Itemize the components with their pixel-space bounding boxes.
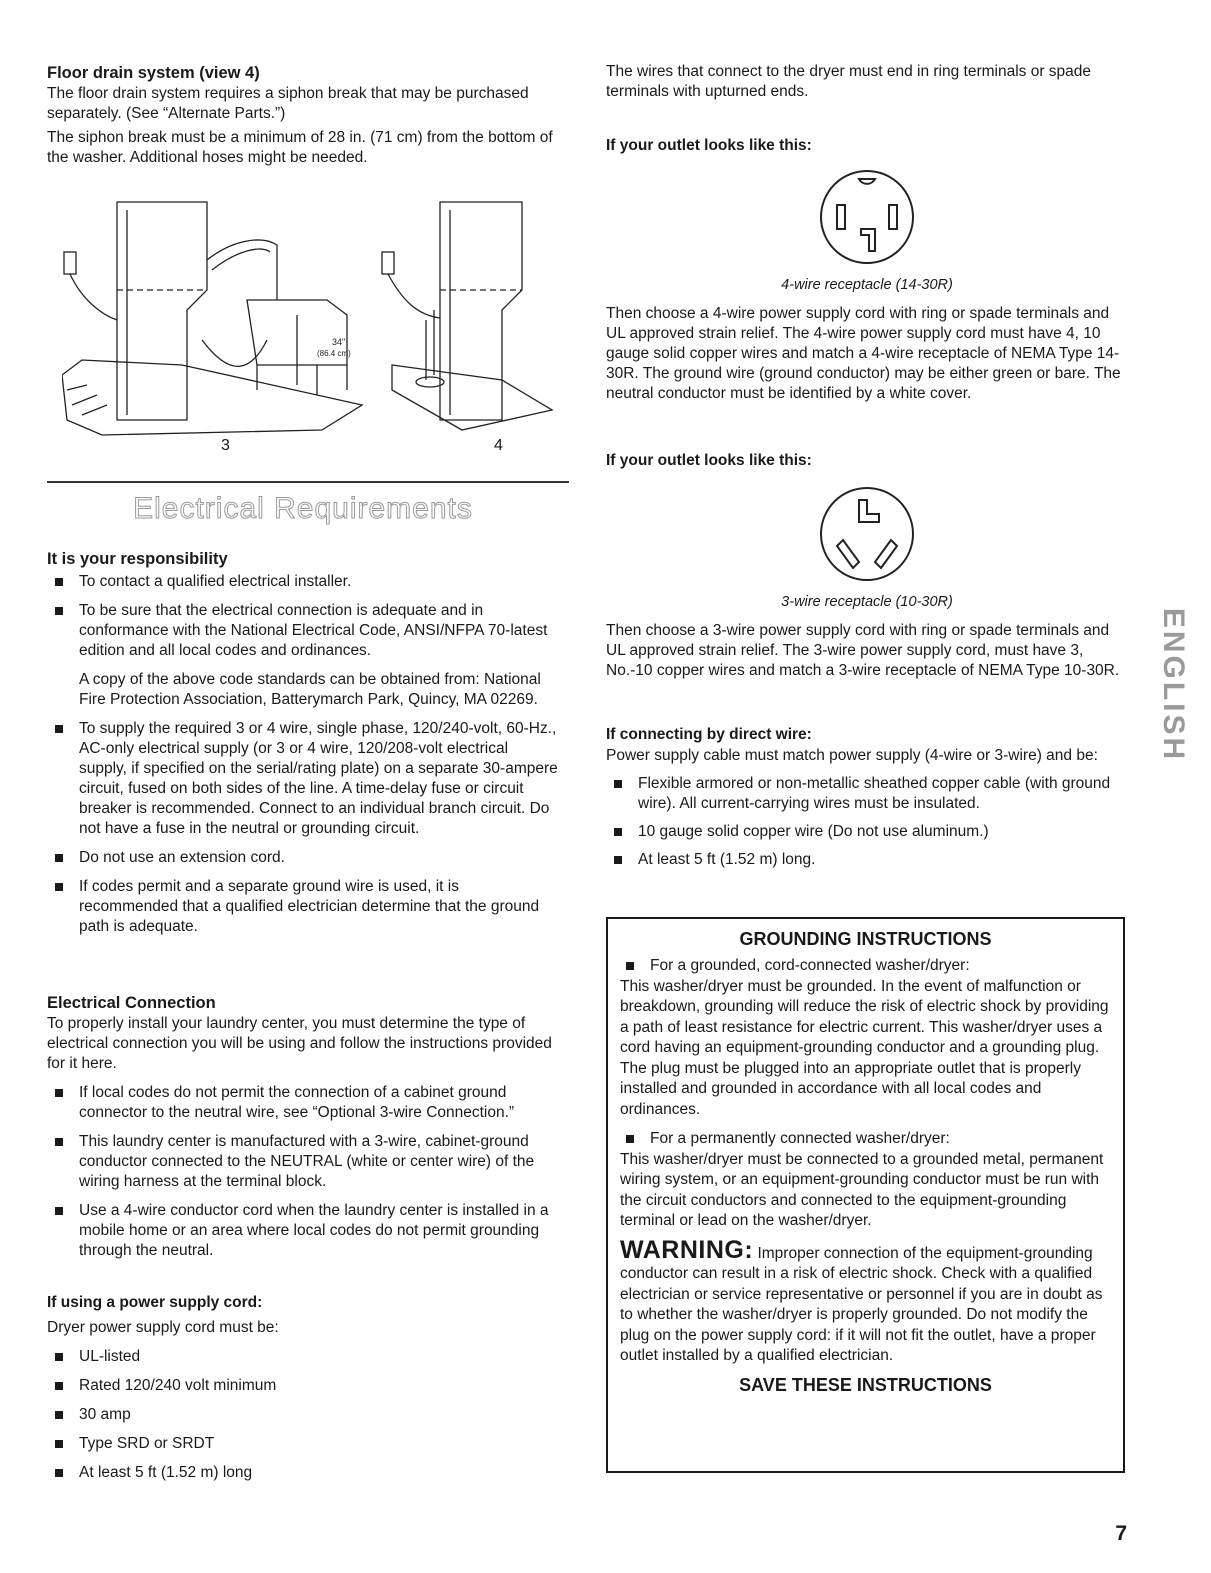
direct-wire-p1: Power supply cable must match power supply (4-wire or 3-wire) and be: (606, 747, 1098, 764)
wires-intro (606, 62, 1128, 102)
figure-label-4: 4 (494, 437, 503, 454)
dim-cm: (86.4 cm) (317, 349, 351, 358)
page-number: 7 (1115, 1522, 1127, 1545)
electrical-connection-p1: To properly install your laundry center, you must determine the type of electrical connection you will be using and follow the instructions provided for it here. (47, 1015, 552, 1072)
section-divider (47, 481, 569, 483)
power-cord-p1: Dryer power supply cord must be: (47, 1319, 279, 1336)
direct-wire-heading: If connecting by direct wire: (606, 726, 812, 743)
warning-word: WARNING: (620, 1235, 754, 1264)
list-item: To be sure that the electrical connection is adequate and in conformance with the National Electrical Code, ANSI/NFPA 70-latest edition and all local codes and ordinances. (47, 601, 559, 661)
list-item: 10 gauge solid copper wire (Do not use aluminum.) (606, 822, 1128, 842)
outlet-3wire-text: Then choose a 3-wire power supply cord with ring or spade terminals and UL approved strain relief. The 3-wire power supply cord, must have 3, No.-10 copper wires and match a 3-wire receptacle of NEMA Type 10-30R. (606, 622, 1120, 679)
power-cord-section (47, 1292, 559, 1483)
laundry-drain-illustration (62, 190, 562, 460)
list-item: To supply the required 3 or 4 wire, single phase, 120/240-volt, 60-Hz., AC-only electrical supply (or 3 or 4 wire, 120/208-volt electrical supply, if specified on the serial/rating plate) on a separate 30-ampere circuit, fused on both sides of the line. A time-delay fuse or circuit breaker is recommended. Connect to an individual branch circuit. Do not have a fuse in the neutral or grounding circuit. (47, 719, 559, 839)
list-item: If local codes do not permit the connection of a cabinet ground connector to the neutral wire, see “Optional 3-wire Connection.” (47, 1083, 559, 1123)
list-item: Flexible armored or non-metallic sheathed copper cable (with ground wire). All current-carrying wires must be insulated. (606, 774, 1128, 814)
grounding-text-corded: This washer/dryer must be grounded. In the event of malfunction or breakdown, grounding will reduce the risk of electric shock by providing a path of least resistance for electric current. This washer/dryer uses a cord having an equipment-grounding conductor and a grounding plug. The plug must be plugged into an appropriate outlet that is properly installed and grounded in accordance with all local codes and ordinances. (620, 977, 1109, 1118)
list-item: To contact a qualified electrical installer. (47, 572, 559, 592)
receptacle-4wire-caption: 4-wire receptacle (14-30R) (781, 277, 953, 293)
wires-intro-text: The wires that connect to the dryer must end in ring terminals or spade terminals with upturned ends. (606, 63, 1092, 100)
list-item: 30 amp (47, 1405, 559, 1425)
figure-label-3: 3 (221, 437, 230, 454)
section-title: Electrical Requirements (133, 492, 473, 525)
power-cord-heading: If using a power supply cord: (47, 1294, 263, 1311)
code-copy-note: A copy of the above code standards can be obtained from: National Fire Protection Association, Batterymarch Park, Quincy, MA 02269. (79, 671, 541, 708)
list-item: Type SRD or SRDT (47, 1434, 559, 1454)
list-item: If codes permit and a separate ground wire is used, it is recommended that a qualified electrician determine that the ground path is adequate. (47, 877, 559, 937)
language-side-tab (1155, 596, 1191, 776)
list-item: Use a 4-wire conductor cord when the laundry center is installed in a mobile home or an area where local codes do not permit grounding through the neutral. (47, 1201, 559, 1261)
responsibility-heading: It is your responsibility (47, 550, 228, 568)
warning-paragraph (620, 1235, 1111, 1367)
language-side-tab-label: ENGLISH (1157, 607, 1190, 763)
list-item: This laundry center is manufactured with a 3-wire, cabinet-ground conductor connected to the NEUTRAL (white or center wire) of the wiring harness at the terminal block. (47, 1132, 559, 1192)
dim-inches: 34" (332, 337, 346, 347)
receptacle-3wire-icon (817, 484, 917, 584)
outlet-4wire-text: Then choose a 4-wire power supply cord with ring or spade terminals and UL approved strain relief. The 4-wire power supply cord must have 4, 10 gauge solid copper wires and match a 4-wire receptacle of NEMA Type 14-30R. The ground wire (ground conductor) may be either green or bare. The neutral conductor must be identified by a white cover. (606, 305, 1121, 402)
floor-drain-heading: Floor drain system (view 4) (47, 64, 260, 82)
list-item: At least 5 ft (1.52 m) long (47, 1463, 559, 1483)
list-item: UL-listed (47, 1347, 559, 1367)
floor-drain-p1: The floor drain system requires a siphon break that may be purchased separately. (See “Alternate Parts.”) (47, 85, 529, 122)
electrical-connection-heading: Electrical Connection (47, 994, 216, 1012)
direct-wire-section (606, 724, 1128, 870)
grounding-instructions-box (606, 917, 1125, 1473)
outlet-4wire-section (606, 135, 1128, 404)
receptacle-4wire-icon (817, 167, 917, 267)
list-item: Do not use an extension cord. (47, 848, 559, 868)
floor-drain-section (47, 62, 559, 168)
grounding-title: GROUNDING INSTRUCTIONS (739, 929, 992, 949)
warning-text: Improper connection of the equipment-grounding conductor can result in a risk of electric shock. Check with a qualified electrician or service representative or personnel if you are in doubt as to whether the washer/dryer is properly grounded. Do not modify the plug on the power supply cord: if it will not fit the outlet, have a proper outlet installed by a qualified electrician. (620, 1244, 1103, 1364)
grounding-bullet-corded: For a grounded, cord-connected washer/dryer: (620, 956, 1111, 977)
receptacle-3wire-caption: 3-wire receptacle (10-30R) (781, 594, 953, 610)
electrical-connection-section (47, 992, 559, 1261)
responsibility-section (47, 548, 559, 937)
outlet-3wire-heading: If your outlet looks like this: (606, 452, 812, 469)
outlet-3wire-section (606, 450, 1128, 681)
grounding-bullet-permanent: For a permanently connected washer/dryer: (620, 1129, 1111, 1150)
grounding-text-permanent: This washer/dryer must be connected to a grounded metal, permanent wiring system, or an equipment-grounding conductor must be run with the circuit conductors and connected to the equipment-grounding terminal or lead on the washer/dryer. (620, 1150, 1104, 1229)
outlet-4wire-heading: If your outlet looks like this: (606, 137, 812, 154)
save-instructions: SAVE THESE INSTRUCTIONS (739, 1374, 992, 1395)
list-item: At least 5 ft (1.52 m) long. (606, 850, 1128, 870)
list-item: Rated 120/240 volt minimum (47, 1376, 559, 1396)
floor-drain-p2: The siphon break must be a minimum of 28 in. (71 cm) from the bottom of the washer. Additional hoses might be needed. (47, 129, 553, 166)
